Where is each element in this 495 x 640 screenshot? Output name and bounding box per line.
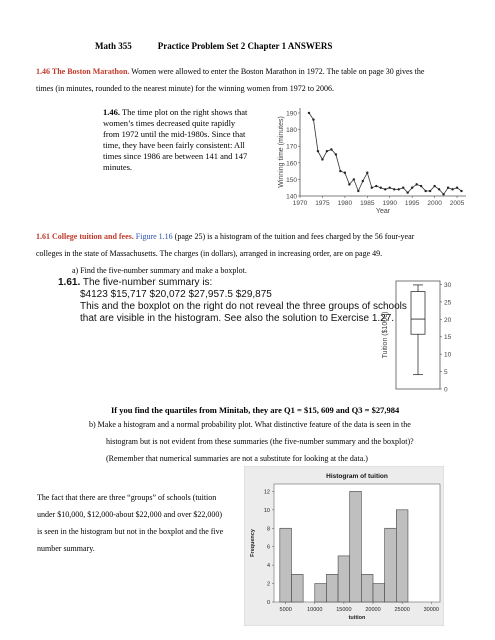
data-point	[438, 188, 440, 190]
time-series-line	[309, 113, 462, 194]
tuition-boxplot	[372, 277, 462, 397]
data-point	[420, 185, 422, 187]
histogram-bar	[373, 584, 385, 602]
y-tick-label: 0	[266, 600, 270, 606]
problem-1-46-text-2: times (in minutes, rounded to the nearest minute) for the winning women from 1972 to 2006.	[36, 84, 334, 93]
solution-1-61-line: The five-number summary is:	[82, 277, 213, 288]
y-tick-label: 10	[444, 351, 452, 359]
solution-1-46	[103, 107, 278, 173]
solution-1-61-number: 1.61.	[58, 277, 81, 288]
solution-1-61-line: This and the boxplot on the right do not reveal the three groups of schools	[80, 301, 407, 312]
x-tick-label: 1995	[404, 200, 420, 207]
y-tick-label: 8	[266, 526, 270, 533]
part-b-answer	[37, 489, 262, 557]
part-b-prompt	[89, 416, 489, 467]
x-tick-label: 1990	[382, 200, 397, 207]
data-point	[402, 186, 404, 188]
data-point	[424, 190, 426, 192]
data-point	[321, 158, 323, 160]
y-tick-label: 10	[263, 507, 270, 514]
part-a-prompt: a) Find the five-number summary and make a boxplot.	[72, 266, 247, 275]
problem-1-61-text: (page 25) is a histogram of the tuition and fees charged by the 56 four-year	[172, 232, 415, 241]
data-point	[442, 193, 444, 195]
histogram-bar	[350, 491, 362, 602]
data-point	[344, 172, 346, 174]
problem-1-46-statement	[36, 63, 476, 97]
histogram-bar	[338, 556, 350, 602]
solution-1-46-line: time, they have been fairly consistent: All	[103, 140, 245, 150]
data-point	[447, 186, 449, 188]
data-point	[460, 190, 462, 192]
x-tick-label: 2000	[427, 200, 442, 207]
x-tick-label: 25000	[394, 607, 410, 613]
histogram-bar	[396, 510, 408, 602]
part-b-line: histogram but is not evident from these summaries (the five-number summary and the boxplot)?	[106, 437, 414, 446]
data-point	[330, 148, 332, 150]
answer-line: number summary.	[37, 544, 95, 553]
histogram-bar	[291, 574, 303, 602]
course-name: Math 355	[95, 41, 132, 51]
y-tick-label: 170	[286, 143, 297, 151]
histogram-bar	[326, 574, 338, 602]
problem-1-61-text-2: colleges in the state of Massachusetts. The charges (in dollars), arranged in increasing order, are on page 49.	[36, 249, 383, 258]
y-tick-label: 4	[266, 563, 270, 570]
x-tick-label: 5000	[279, 607, 292, 613]
histogram-bar	[280, 528, 292, 602]
y-tick-label: 2	[266, 581, 270, 588]
answer-line: is seen in the histogram but not in the boxplot and the five	[37, 527, 224, 536]
problem-1-61-statement	[36, 228, 486, 279]
data-point	[357, 190, 359, 192]
data-point	[393, 188, 395, 190]
data-point	[411, 186, 413, 188]
data-point	[371, 186, 373, 188]
data-point	[380, 186, 382, 188]
data-point	[456, 186, 458, 188]
x-axis-label: Year	[375, 208, 391, 214]
data-point	[348, 183, 350, 185]
solution-1-46-line: women’s times decreased quite rapidly	[103, 118, 236, 128]
y-tick-label: 150	[286, 176, 297, 184]
data-point	[353, 178, 355, 180]
data-point	[326, 150, 328, 152]
data-point	[389, 186, 391, 188]
data-point	[415, 183, 417, 185]
x-tick-label: 1985	[360, 200, 375, 207]
solution-1-46-line: The time plot on the right shows that	[121, 107, 248, 117]
y-tick-label: 140	[286, 193, 297, 201]
minitab-quartiles: If you find the quartiles from Minitab, they are Q1 = $15, 609 and Q3 = $27,984	[111, 405, 400, 415]
histogram-bar	[361, 574, 373, 602]
data-point	[362, 180, 364, 182]
x-tick-label: 30000	[423, 607, 439, 613]
y-axis-label: Tuition ($1000)	[382, 311, 389, 359]
y-tick-label: 25	[444, 299, 452, 307]
data-point	[451, 188, 453, 190]
y-tick-label: 15	[444, 334, 452, 342]
chart-title: Histogram of tuition	[326, 473, 388, 480]
tuition-histogram	[244, 466, 444, 626]
y-tick-label: 6	[266, 544, 270, 551]
y-tick-label: 160	[286, 160, 297, 168]
solution-1-46-number: 1.46.	[103, 107, 120, 117]
document-header	[95, 41, 332, 51]
solution-1-46-line: from 1972 until the mid-1980s. Since that	[103, 129, 246, 139]
y-axis-label: Frequency	[250, 529, 256, 557]
answer-line: The fact that there are three “groups” of schools (tuition	[37, 493, 217, 502]
histogram-bar	[315, 584, 327, 602]
solution-1-61	[58, 277, 407, 325]
data-point	[429, 190, 431, 192]
y-tick-label: 12	[263, 489, 270, 496]
data-point	[384, 188, 386, 190]
x-tick-label: 15000	[336, 607, 352, 613]
data-point	[398, 188, 400, 190]
part-b-line: (Remember that numerical summaries are not a substitute for looking at the data.)	[106, 454, 368, 463]
y-tick-label: 5	[444, 369, 448, 377]
answer-line: under $10,000, $12,000-about $22,000 and over $22,000)	[37, 510, 223, 519]
data-point	[433, 185, 435, 187]
five-number-summary: $4123 $15,717 $20,072 $27,957.5 $29,875	[80, 289, 272, 300]
y-tick-label: 30	[444, 281, 452, 289]
data-point	[335, 153, 337, 155]
data-point	[375, 185, 377, 187]
solution-1-46-line: times since 1986 are between 141 and 147	[103, 151, 248, 161]
x-tick-label: 1975	[315, 200, 330, 207]
x-tick-label: 1970	[292, 200, 308, 207]
problem-1-46-text: Women were allowed to enter the Boston Marathon in 1972. The table on page 30 gives the	[129, 67, 425, 76]
y-axis-label: Winning time (minutes)	[278, 116, 285, 188]
x-axis-label: tuition	[348, 615, 366, 621]
y-tick-label: 190	[286, 110, 297, 118]
winning-time-plot	[276, 104, 476, 214]
x-tick-label: 1980	[337, 200, 353, 207]
x-tick-label: 20000	[365, 607, 381, 613]
y-tick-label: 0	[444, 386, 448, 394]
iqr-box	[411, 292, 425, 335]
x-tick-label: 10000	[307, 607, 323, 613]
data-point	[312, 118, 314, 120]
y-tick-label: 20	[444, 316, 452, 324]
x-tick-label: 2005	[449, 200, 465, 207]
data-point	[308, 112, 310, 114]
solution-1-61-line: that are visible in the histogram. See also the solution to Exercise 1.27.	[80, 313, 395, 324]
part-b-line: b) Make a histogram and a normal probability plot. What distinctive feature of the data is seen in the	[89, 420, 411, 429]
problem-1-61-label: 1.61 College tuition and fees.	[36, 232, 134, 241]
document-title: Practice Problem Set 2 Chapter 1 ANSWERS	[157, 41, 333, 51]
y-tick-label: 180	[286, 127, 297, 135]
data-point	[366, 172, 368, 174]
figure-link[interactable]: Figure 1.16	[135, 232, 173, 241]
solution-1-46-line: minutes.	[103, 162, 133, 172]
histogram-bar	[385, 528, 397, 602]
data-point	[406, 191, 408, 193]
data-point	[317, 150, 319, 152]
data-point	[339, 170, 341, 172]
problem-1-46-label: 1.46 The Boston Marathon.	[36, 67, 130, 76]
